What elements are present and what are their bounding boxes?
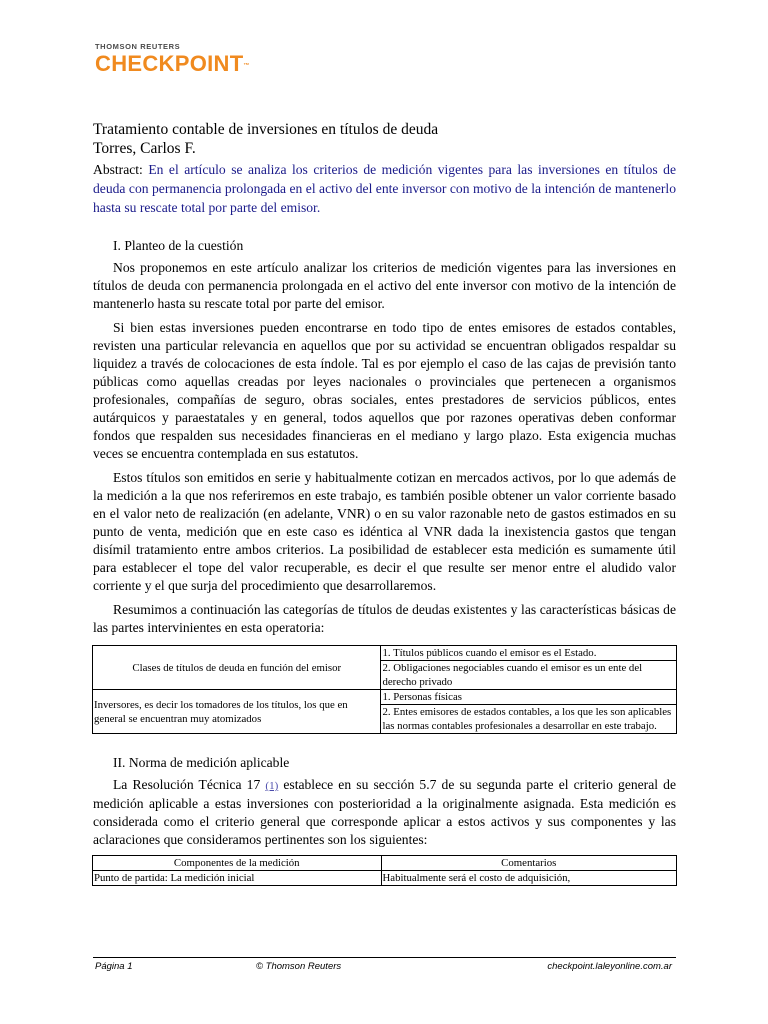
- logo-trademark: ™: [243, 63, 250, 69]
- table-header-row: [93, 856, 677, 871]
- abstract: [93, 160, 676, 217]
- table-row: [93, 871, 677, 886]
- paragraph: [93, 776, 676, 849]
- paragraph: Resumimos a continuación las categorías de títulos de deudas existentes y las características básicas de las partes intervinientes en esta operatoria:: [93, 602, 676, 635]
- section-heading-2: II. Norma de medición aplicable: [113, 755, 290, 770]
- table-cell: Habitualmente será el costo de adquisición,: [381, 871, 677, 886]
- document-author: Torres, Carlos F.: [93, 140, 196, 157]
- table-cell: Inversores, es decir los tomadores de los títulos, los que en general se encuentran muy atomizados: [93, 690, 381, 734]
- table-row: [93, 690, 677, 705]
- footnote-link[interactable]: (1): [265, 780, 279, 792]
- abstract-label: Abstract:: [93, 162, 143, 177]
- paragraph: Si bien estas inversiones pueden encontrarse en todo tipo de entes emisores de estados contables, revisten una particular relevancia en aquellos que por su actividad se encuentran obligados respaldar su liquidez a través de colocaciones de esta índole. Tal es por ejemplo el caso de las cajas de previsión tanto públicas como aquellas creadas por leyes nacionales o provinciales que pertenecen a organismos profesionales, compañías de seguro, obras sociales, entes prestadores de servicios públicos, entes autárquicos y paraestatales y en general, todos aquellos que por razones operativas deben conformar fondos que respalden sus necesidades financieras en el mediano y largo plazo. Esta exigencia muchas veces se encuentra contemplada en sus estatutos.: [93, 320, 676, 461]
- document-body: [93, 120, 676, 886]
- abstract-text: En el artículo se analiza los criterios de medición vigentes para las inversiones en títulos de deuda con permanencia prolongada en el activo del ente inversor con motivo de la intención de mantenerlo hasta su rescate total por parte del emisor.: [93, 162, 676, 215]
- page-footer: [93, 957, 676, 974]
- debt-securities-table: [92, 645, 677, 734]
- table-header-cell: Componentes de la medición: [93, 856, 382, 871]
- logo-product-name: CHECKPOINT: [95, 51, 244, 76]
- table-cell: Clases de títulos de deuda en función del emisor: [93, 646, 381, 690]
- table-cell: 2. Entes emisores de estados contables, a los que les son aplicables las normas contables profesionales a desarrollar en este trabajo.: [381, 705, 677, 734]
- measurement-table: [92, 855, 677, 886]
- table-cell: Punto de partida: La medición inicial: [93, 871, 382, 886]
- logo-product: [95, 52, 250, 76]
- page-number: Página 1: [95, 961, 133, 972]
- logo-publisher: THOMSON REUTERS: [95, 42, 181, 51]
- table-cell: 1. Personas físicas: [381, 690, 677, 705]
- table-header-cell: Comentarios: [381, 856, 677, 871]
- table-cell: 1. Títulos públicos cuando el emisor es el Estado.: [381, 646, 677, 661]
- paragraph-text: establece en su sección 5.7 de su segunda parte el criterio general de medición aplicable a estas inversiones con posterioridad a la originalmente asignada. Esta medición es considerada como el criterio general que corresponde aplicar a estos activos y sus componentes y las aclaraciones que consideramos pertinentes son los siguientes:: [93, 777, 676, 847]
- table-cell: 2. Obligaciones negociables cuando el emisor es un ente del derecho privado: [381, 661, 677, 690]
- section-heading-1: I. Planteo de la cuestión: [113, 238, 244, 253]
- table-row: [93, 646, 677, 661]
- site-url: checkpoint.laleyonline.com.ar: [547, 961, 672, 972]
- paragraph-text: La Resolución Técnica 17: [113, 777, 266, 792]
- copyright: © Thomson Reuters: [256, 961, 342, 972]
- thomson-reuters-checkpoint-logo: [95, 42, 250, 76]
- document-title: Tratamiento contable de inversiones en títulos de deuda: [93, 121, 439, 138]
- paragraph: Nos proponemos en este artículo analizar los criterios de medición vigentes para las inversiones en títulos de deuda con permanencia prolongada en el activo del ente inversor con motivo de la intención de mantenerlo hasta su rescate total por parte del emisor.: [93, 260, 676, 311]
- paragraph: Estos títulos son emitidos en serie y habitualmente cotizan en mercados activos, por lo que además de la medición a la que nos referiremos en este trabajo, es también posible obtener un valor corriente basado en el valor neto de realización (en adelante, VNR) o en su valor razonable neto de gastos estimados en su punto de venta, medición que en este caso es idéntica al VNR dada la inexistencia gastos que tengan disímil tratamiento entre ambos criterios. La posibilidad de establecer esta medición es sumamente útil para establecer el tope del valor recuperable, es decir el que resulte ser menor entre el aludido valor corriente y el que surja del procedimiento que desarrollaremos.: [93, 470, 676, 593]
